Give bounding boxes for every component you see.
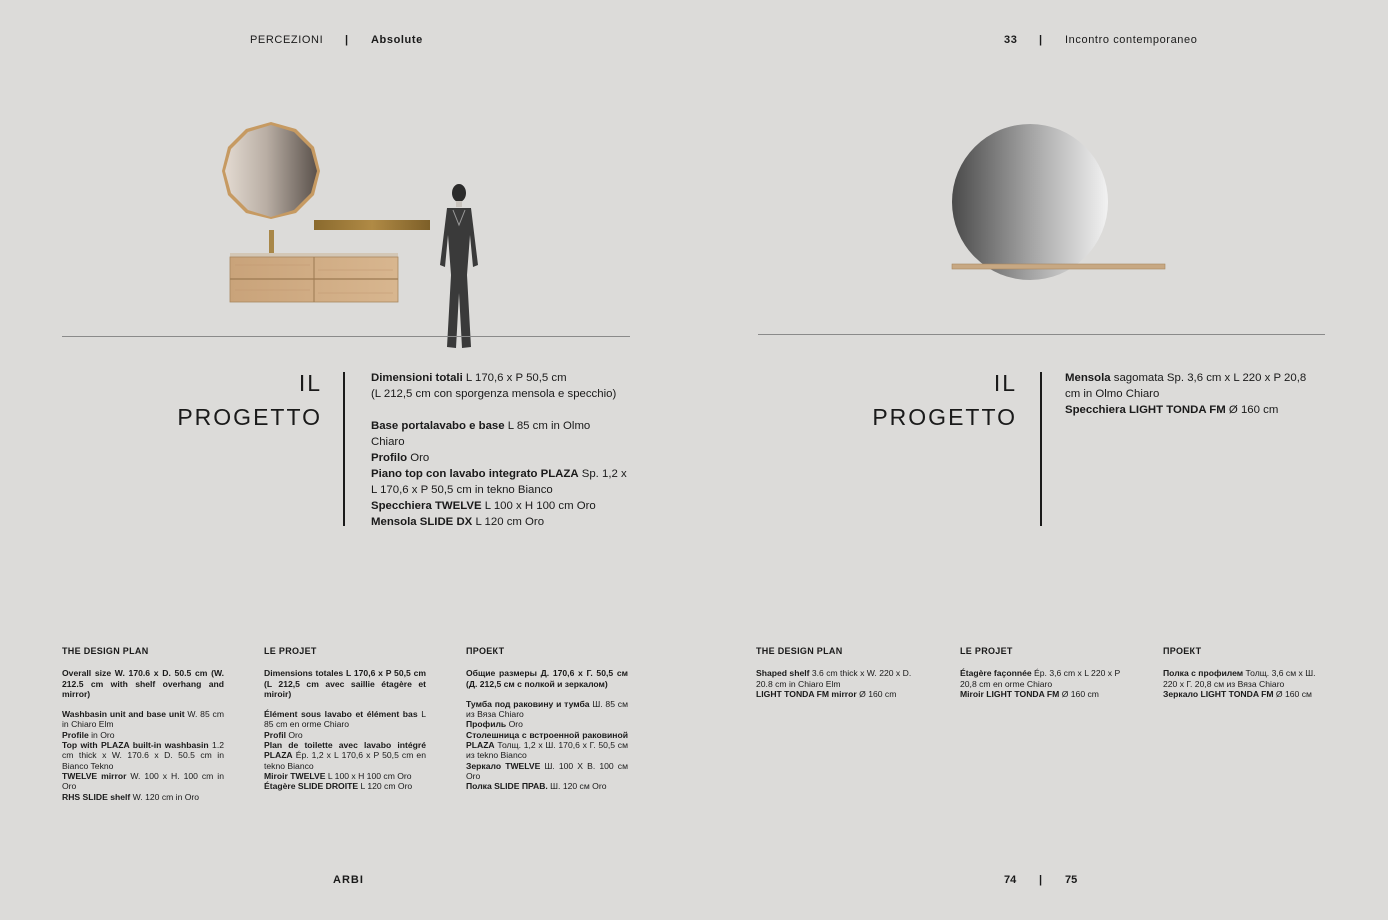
overall-size-en: Overall size W. 170.6 x D. 50.5 cm (W. 212.5 cm with shelf overhang and mirror) bbox=[62, 668, 224, 699]
item-ru: Полка с профилем Толщ. 3,6 см х Ш. 220 х Г. 20,8 см из Вяза Chiaro bbox=[1163, 668, 1316, 689]
spec-line: Dimensioni totali L 170,6 x P 50,5 cm bbox=[371, 372, 567, 384]
item-ru: Тумба под раковину и тумба Ш. 85 см из Вяза Chiaro bbox=[466, 698, 628, 720]
title-left bbox=[150, 366, 322, 434]
item-fr: Miroir LIGHT TONDA FM Ø 160 cm bbox=[960, 688, 1099, 699]
heading-en: THE DESIGN PLAN bbox=[756, 646, 843, 656]
overall-size-fr: Dimensions totales L 170,6 x P 50,5 cm (L 212,5 cm avec saillie étagère et miroir) bbox=[264, 668, 426, 699]
item-en: Top with PLAZA built-in washbasin 1.2 cm thick x W. 170.6 x D. 50.5 cm in Bianco Tekno bbox=[62, 740, 224, 771]
specs-left bbox=[371, 370, 636, 530]
vanity-unit bbox=[230, 253, 398, 302]
spec-line: Base portalavabo e base L 85 cm in Olmo bbox=[371, 420, 591, 432]
heading-ru: ПРОЕКТ bbox=[466, 646, 505, 656]
spec-line: Chiaro bbox=[371, 436, 405, 448]
spec-line: Specchiera LIGHT TONDA FM Ø 160 cm bbox=[1065, 404, 1279, 416]
mirror-shelf-illustration bbox=[945, 118, 1175, 288]
item-ru: Столешница с встроенной раковиной PLAZA Толщ. 1,2 х Ш. 170,6 х Г. 50,5 см из tekno Bianco bbox=[466, 729, 628, 761]
header-section: PERCEZIONI bbox=[250, 34, 324, 46]
spec-line: Mensola SLIDE DX L 120 cm Oro bbox=[371, 516, 545, 528]
title-right-line1: IL bbox=[993, 370, 1017, 396]
vanity-illustration bbox=[215, 115, 495, 360]
spec-line: L 170,6 x P 50,5 cm in tekno Bianco bbox=[371, 484, 553, 496]
translation-fr-left bbox=[264, 646, 426, 792]
title-right-line2: PROGETTO bbox=[872, 404, 1017, 430]
specs-right bbox=[1065, 370, 1327, 418]
spec-line: Specchiera TWELVE L 100 x H 100 cm Oro bbox=[371, 500, 596, 512]
heading-ru: ПРОЕКТ bbox=[1163, 646, 1202, 656]
item-ru: Профиль Oro bbox=[466, 719, 523, 730]
spec-line: cm in Olmo Chiaro bbox=[1065, 388, 1160, 400]
title-left-line1: IL bbox=[298, 370, 322, 396]
item-ru: Зеркало LIGHT TONDA FM Ø 160 см bbox=[1163, 688, 1312, 699]
item-en: Shaped shelf 3.6 cm thick x W. 220 x D. 20.8 cm in Chiaro Elm bbox=[756, 668, 912, 689]
heading-fr: LE PROJET bbox=[264, 646, 317, 656]
overall-size-ru: Общие размеры Д. 170,6 х Г. 50,5 см (Д. 212,5 см с полкой и зеркалом) bbox=[466, 668, 628, 689]
light-tonda-mirror bbox=[952, 124, 1108, 280]
translation-fr-right bbox=[960, 646, 1124, 699]
footer-page-right: 75 bbox=[1065, 874, 1078, 886]
header-subtitle: Incontro contemporaneo bbox=[1065, 34, 1198, 46]
twelve-mirror bbox=[222, 122, 320, 219]
item-en: TWELVE mirror W. 100 x H. 100 cm in Oro bbox=[62, 770, 224, 792]
title-left-line2: PROGETTO bbox=[177, 404, 322, 430]
header-divider-right: | bbox=[1039, 34, 1043, 46]
item-en: Washbasin unit and base unit W. 85 cm in Chiaro Elm bbox=[62, 709, 224, 730]
header-collection: Absolute bbox=[371, 34, 423, 46]
translation-en-left bbox=[62, 646, 224, 802]
item-fr: Étagère SLIDE DROITE L 120 cm Oro bbox=[264, 781, 413, 792]
header-divider-left: | bbox=[345, 34, 349, 46]
footer-page-left: 74 bbox=[1004, 874, 1017, 886]
item-fr: Plan de toilette avec lavabo intégré PLAZA Ép. 1,2 x L 170,6 x P 50,5 cm en tekno Bianco bbox=[264, 740, 426, 771]
slide-shelf bbox=[314, 220, 430, 230]
translation-en-right bbox=[756, 646, 920, 699]
item-ru: Полка SLIDE ПРАВ. Ш. 120 см Oro bbox=[466, 781, 607, 792]
spec-line: Mensola sagomata Sp. 3,6 cm x L 220 x P 20,8 bbox=[1065, 372, 1307, 384]
title-rule-left bbox=[343, 372, 345, 526]
footer-divider: | bbox=[1039, 874, 1043, 886]
translation-ru-left bbox=[466, 646, 628, 792]
item-en: RHS SLIDE shelf W. 120 cm in Oro bbox=[62, 791, 200, 802]
divider-left bbox=[62, 336, 630, 337]
tap bbox=[269, 230, 274, 254]
spec-line: Piano top con lavabo integrato PLAZA Sp. 1,2 x bbox=[371, 468, 627, 480]
shaped-shelf bbox=[952, 264, 1165, 269]
heading-fr: LE PROJET bbox=[960, 646, 1013, 656]
footer-brand: ARBI bbox=[333, 874, 364, 886]
woman-figure bbox=[440, 184, 478, 348]
item-fr: Élément sous lavabo et élément bas L 85 cm en orme Chiaro bbox=[264, 709, 426, 730]
title-rule-right bbox=[1040, 372, 1042, 526]
spec-line: (L 212,5 cm con sporgenza mensola e specchio) bbox=[371, 388, 617, 400]
header-page-number: 33 bbox=[1004, 34, 1018, 46]
item-en: LIGHT TONDA FM mirror Ø 160 cm bbox=[756, 688, 897, 699]
item-en: Profile in Oro bbox=[62, 729, 115, 740]
divider-right bbox=[758, 334, 1325, 335]
translation-ru-right bbox=[1163, 646, 1328, 699]
item-fr: Miroir TWELVE L 100 x H 100 cm Oro bbox=[264, 770, 412, 781]
item-fr: Profil Oro bbox=[264, 729, 303, 740]
item-fr: Étagère façonnée Ép. 3,6 cm x L 220 x P 20,8 cm en orme Chiaro bbox=[960, 668, 1121, 689]
heading-en: THE DESIGN PLAN bbox=[62, 646, 149, 656]
spec-line: Profilo Oro bbox=[371, 452, 430, 464]
item-ru: Зеркало TWELVE Ш. 100 Х В. 100 см Oro bbox=[466, 760, 628, 781]
title-right bbox=[845, 366, 1017, 434]
